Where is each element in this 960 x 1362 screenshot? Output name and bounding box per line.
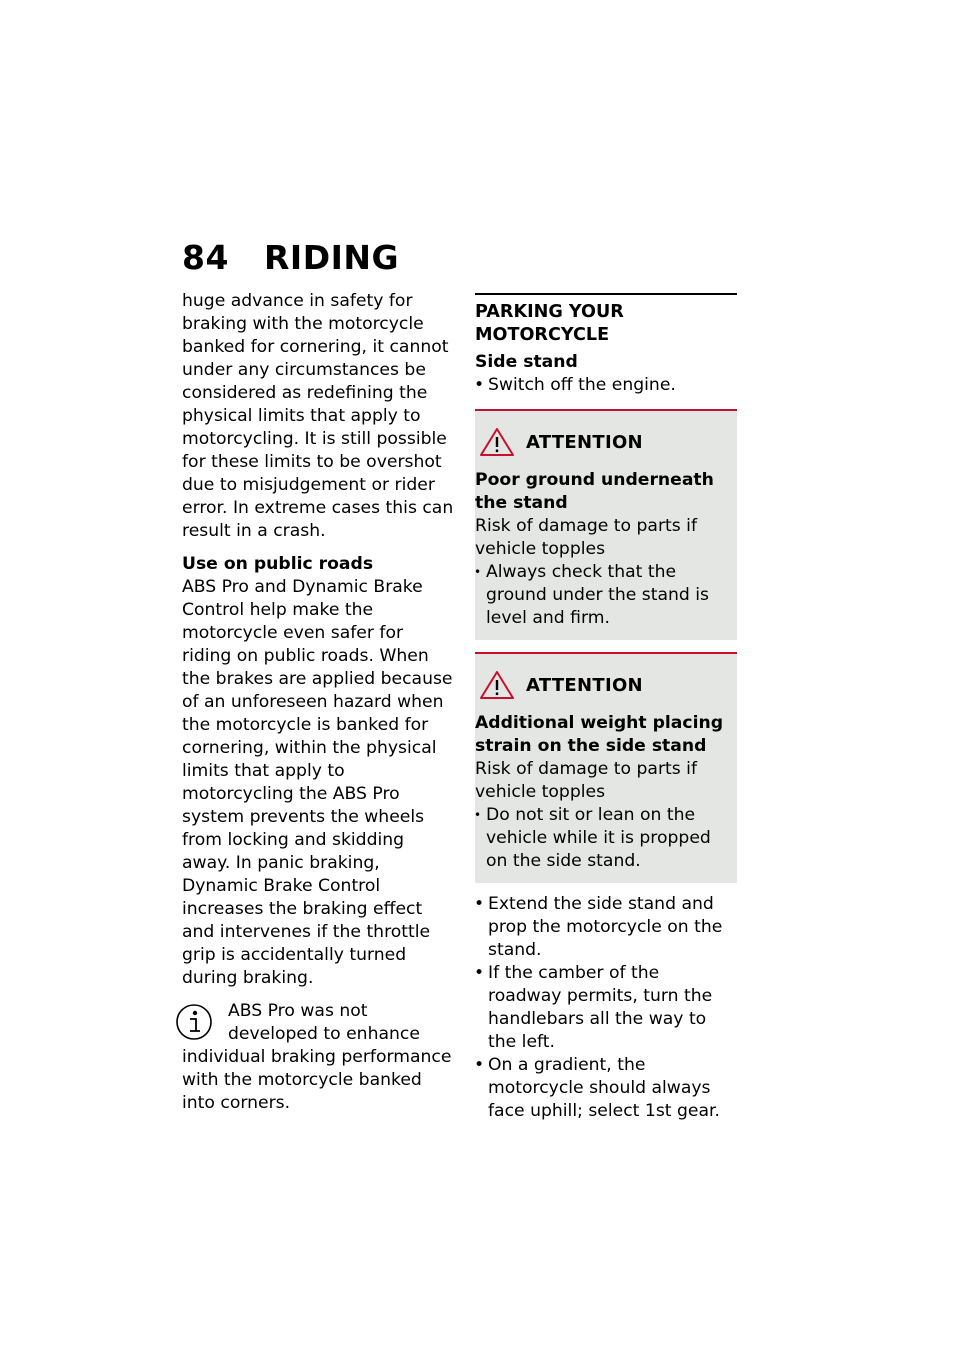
warning-hazard: Additional weight placing strain on the side stand bbox=[475, 713, 724, 756]
list-item: • Always check that the ground under the stand is level and firm. bbox=[475, 561, 725, 630]
list-item: • If the camber of the roadway permits, turn the handlebars all the way to the left. bbox=[475, 962, 737, 1054]
info-note bbox=[182, 1000, 454, 1115]
warning-header bbox=[475, 427, 725, 457]
section-divider bbox=[475, 293, 737, 347]
info-icon bbox=[174, 1002, 214, 1042]
warning-triangle-icon bbox=[479, 427, 515, 457]
info-text-line1: ABS Pro was not bbox=[228, 1001, 368, 1021]
warning-risk: Risk of damage to parts if vehicle topples bbox=[475, 759, 697, 802]
page-header bbox=[182, 238, 399, 277]
list-item: • Extend the side stand and prop the motorcycle on the stand. bbox=[475, 893, 737, 962]
warning-header bbox=[475, 670, 725, 700]
warning-title: ATTENTION bbox=[526, 431, 643, 453]
chapter-title: RIDING bbox=[264, 238, 400, 277]
list-item: • Switch off the engine. bbox=[475, 374, 737, 397]
section-title: PARKING YOUR MOTORCYCLE bbox=[475, 302, 624, 345]
info-text-rest: individual braking performance with the motorcycle banked into corners. bbox=[182, 1047, 452, 1113]
body-paragraph: ABS Pro and Dynamic Brake Control help make the motorcycle even safer for riding on public roads. When the brakes are applied because of an unforeseen hazard when the motorcycle is banked for cornering, within the physical limits that apply to motorcycling the ABS Pro system prevents the wheels from locking and skidding away. In panic braking, Dynamic Brake Control increases the braking effect and intervenes if the throttle grip is accidentally turned during braking. bbox=[182, 577, 453, 988]
warning-triangle-icon bbox=[479, 670, 515, 700]
warning-actions bbox=[475, 804, 725, 873]
left-column bbox=[182, 290, 454, 1115]
warning-box bbox=[475, 409, 737, 640]
subheading-side-stand: Side stand bbox=[475, 352, 578, 372]
warning-actions bbox=[475, 561, 725, 630]
warning-box bbox=[475, 652, 737, 883]
list-item: • On a gradient, the motorcycle should always face uphill; select 1st gear. bbox=[475, 1054, 737, 1123]
warning-hazard: Poor ground underneath the stand bbox=[475, 470, 714, 513]
right-column bbox=[475, 290, 737, 1123]
list-item: • Do not sit or lean on the vehicle while it is propped on the side stand. bbox=[475, 804, 725, 873]
body-paragraph: huge advance in safety for braking with the motorcycle banked for cornering, it cannot under any circumstances be considered as redefining the physical limits that apply to motorcycling. It is still possible for these limits to be overshot due to misjudgement or rider error. In extreme cases this can result in a crash. bbox=[182, 291, 454, 541]
warning-title: ATTENTION bbox=[526, 674, 643, 696]
page-number: 84 bbox=[182, 238, 229, 277]
subheading-public-roads: Use on public roads bbox=[182, 554, 374, 574]
bullet-list bbox=[475, 374, 737, 397]
warning-risk: Risk of damage to parts if vehicle topples bbox=[475, 516, 697, 559]
bullet-list bbox=[475, 893, 737, 1123]
info-text-line2: developed to enhance bbox=[228, 1024, 420, 1044]
